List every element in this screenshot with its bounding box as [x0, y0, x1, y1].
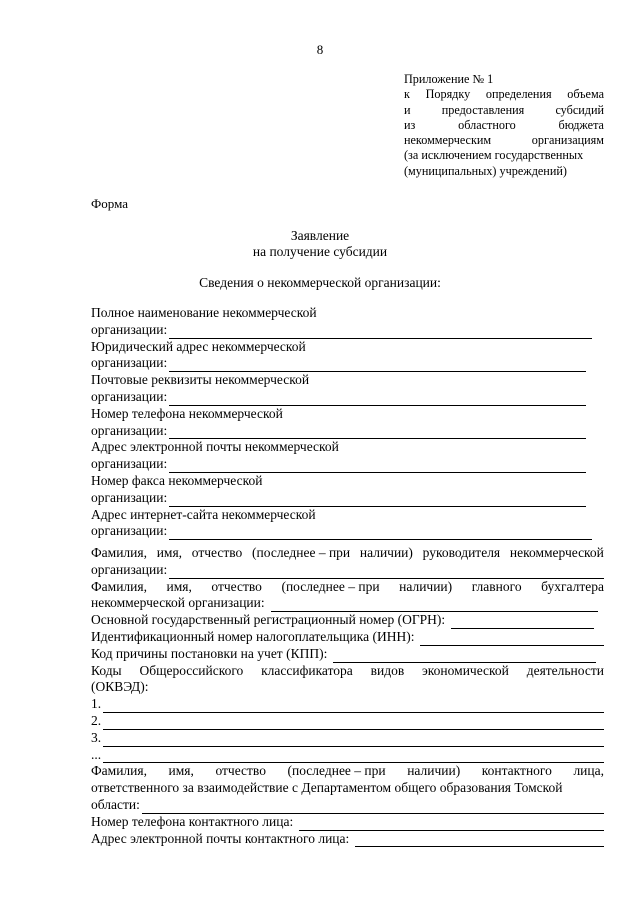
appendix-word: организациям — [531, 133, 604, 148]
appendix-word: объема — [567, 87, 604, 102]
label-word: руководителя — [422, 545, 501, 560]
appendix-word: Порядку — [425, 87, 471, 102]
field-label-text: организации: — [91, 489, 168, 505]
field-input-row[interactable] — [91, 423, 604, 440]
field-input-row[interactable] — [91, 612, 604, 629]
appendix-line: (за исключением государственных — [404, 148, 584, 163]
field-label — [91, 507, 604, 524]
appendix-word: и — [404, 102, 411, 117]
label-word: деятельности — [526, 662, 604, 678]
detail-fields — [91, 545, 604, 847]
okved-item[interactable] — [91, 730, 604, 747]
field-input-row[interactable] — [91, 646, 604, 663]
label-word: (последнее – при — [281, 578, 380, 594]
page-number: 8 — [316, 42, 324, 57]
full-name-input[interactable] — [169, 325, 592, 339]
label-word: Коды — [91, 662, 122, 678]
item-number: 2. — [91, 712, 102, 728]
label-word: (последнее – при — [252, 545, 351, 560]
field-label-text: Юридический адрес некоммерческой — [91, 338, 306, 354]
appendix-line — [404, 133, 604, 148]
appendix-line — [404, 103, 604, 118]
okved-input-3[interactable] — [103, 733, 604, 747]
field-label-text: Полное наименование некоммерческой — [91, 305, 317, 320]
appendix-word: бюджета — [558, 117, 604, 132]
appendix-line — [404, 118, 604, 133]
org-fields — [91, 305, 604, 540]
field-label-text: Почтовые реквизиты некоммерческой — [91, 372, 310, 388]
contact-name-label — [91, 763, 604, 780]
ogrn-input[interactable] — [451, 615, 594, 629]
appendix-word: предоставления — [441, 102, 525, 117]
field-input-row[interactable] — [91, 389, 604, 406]
label-word: (последнее – при — [287, 763, 386, 779]
accountant-name-label — [91, 579, 604, 596]
inn-input[interactable] — [420, 632, 604, 646]
okved-label-cont — [91, 679, 604, 696]
fax-input[interactable] — [169, 493, 586, 507]
field-label — [91, 339, 604, 356]
accountant-name-input[interactable] — [271, 598, 598, 612]
item-number: ... — [91, 746, 102, 762]
label-word: отчество — [191, 545, 243, 560]
label-word: Фамилия, — [91, 763, 147, 779]
section-heading: Сведения о некоммерческой организации: — [199, 275, 441, 290]
head-name-label — [91, 545, 604, 562]
field-input-row[interactable] — [91, 797, 604, 814]
field-input-row[interactable] — [91, 456, 604, 473]
appendix-word: областного — [458, 117, 516, 132]
form-label: Форма — [91, 196, 128, 211]
label-word: главного — [471, 578, 522, 594]
label-word: Фамилия, — [91, 545, 147, 560]
field-input-row[interactable] — [91, 831, 604, 848]
field-input-row[interactable] — [91, 322, 604, 339]
label-word: имя, — [166, 578, 192, 594]
appendix-word: определения — [485, 87, 552, 102]
field-label — [91, 305, 604, 322]
field-label-text: организации: — [91, 456, 168, 472]
field-label-text: Номер факса некоммерческой — [91, 472, 263, 488]
contact-name-input[interactable] — [142, 800, 604, 814]
okved-item[interactable] — [91, 713, 604, 730]
field-input-row[interactable] — [91, 523, 604, 540]
appendix-word: некоммерческим — [404, 133, 492, 148]
appendix-title: Приложение № 1 — [404, 72, 494, 86]
field-input-row[interactable] — [91, 595, 604, 612]
contact-name-label-cont — [91, 780, 604, 797]
label-word: наличии) — [359, 545, 413, 560]
field-label-text: ответственного за взаимодействие с Департаментом общего образования Томской — [91, 780, 563, 796]
field-label-text: Номер телефона контактного лица: — [91, 813, 294, 829]
field-label-text: Код причины постановки на учет (КПП): — [91, 645, 328, 661]
legal-address-input[interactable] — [169, 358, 586, 372]
okved-item[interactable] — [91, 747, 604, 764]
item-number: 3. — [91, 729, 102, 745]
field-label-text: организации: — [91, 355, 168, 371]
field-label-text: организации: — [91, 321, 168, 337]
email-input[interactable] — [169, 459, 586, 473]
label-word: наличии) — [399, 578, 453, 594]
appendix-line — [404, 87, 604, 102]
label-word: видов — [370, 662, 405, 678]
label-word: экономической — [422, 662, 509, 678]
label-word: некоммерческой — [509, 545, 604, 560]
field-label-text: организации: — [91, 388, 168, 404]
field-label — [91, 473, 604, 490]
appendix-word: из — [404, 117, 416, 132]
field-input-row[interactable] — [91, 355, 604, 372]
field-input-row[interactable] — [91, 562, 604, 579]
okved-label — [91, 663, 604, 680]
label-word: отчество — [211, 578, 262, 594]
field-label-text: Адрес электронной почты контактного лица: — [91, 830, 350, 846]
okved-input-more[interactable] — [103, 749, 604, 763]
field-label-text: Идентификационный номер налогоплательщика (ИНН): — [91, 628, 415, 644]
label-word: Фамилия, — [91, 578, 147, 594]
okved-item[interactable] — [91, 696, 604, 713]
field-label-text: (ОКВЭД): — [91, 679, 149, 695]
appendix-block — [404, 72, 604, 179]
okved-input-1[interactable] — [103, 699, 604, 713]
field-label-text: организации: — [91, 422, 168, 438]
kpp-input[interactable] — [333, 649, 596, 663]
field-input-row[interactable] — [91, 490, 604, 507]
field-label-text: Номер телефона некоммерческой — [91, 405, 283, 421]
label-word: бухгалтера — [541, 578, 604, 594]
okved-input-2[interactable] — [103, 716, 604, 730]
label-word: классификатора — [261, 662, 353, 678]
label-word: Общероссийского — [139, 662, 244, 678]
label-word: имя, — [168, 763, 194, 779]
contact-phone-input[interactable] — [299, 817, 604, 831]
label-word: наличии) — [407, 763, 461, 779]
field-label-text: области: — [91, 796, 140, 812]
document-title: Заявление — [290, 228, 350, 243]
label-word: контактного — [481, 763, 552, 779]
field-label — [91, 406, 604, 423]
website-input[interactable] — [169, 526, 592, 540]
label-word: отчество — [215, 763, 266, 779]
postal-details-input[interactable] — [169, 392, 586, 406]
field-label-text: некоммерческой организации: — [91, 595, 265, 611]
appendix-word: субсидий — [555, 102, 604, 117]
head-name-input[interactable] — [169, 565, 604, 579]
appendix-line: (муниципальных) учреждений) — [404, 163, 567, 178]
field-label-text: организации: — [91, 561, 168, 577]
appendix-word: к — [404, 87, 410, 102]
field-label — [91, 439, 604, 456]
item-number: 1. — [91, 696, 102, 712]
label-word: лица, — [573, 763, 604, 779]
document-subtitle: на получение субсидии — [252, 244, 388, 259]
contact-email-input[interactable] — [355, 833, 604, 847]
label-word: имя, — [156, 545, 183, 560]
field-label-text: Основной государственный регистрационный номер (ОГРН): — [91, 612, 446, 628]
field-input-row[interactable] — [91, 814, 604, 831]
field-label-text: организации: — [91, 523, 168, 539]
field-label-text: Адрес электронной почты некоммерческой — [91, 439, 339, 455]
field-label-text: Адрес интернет-сайта некоммерческой — [91, 506, 316, 522]
phone-input[interactable] — [169, 425, 586, 439]
field-label — [91, 372, 604, 389]
field-input-row[interactable] — [91, 629, 604, 646]
